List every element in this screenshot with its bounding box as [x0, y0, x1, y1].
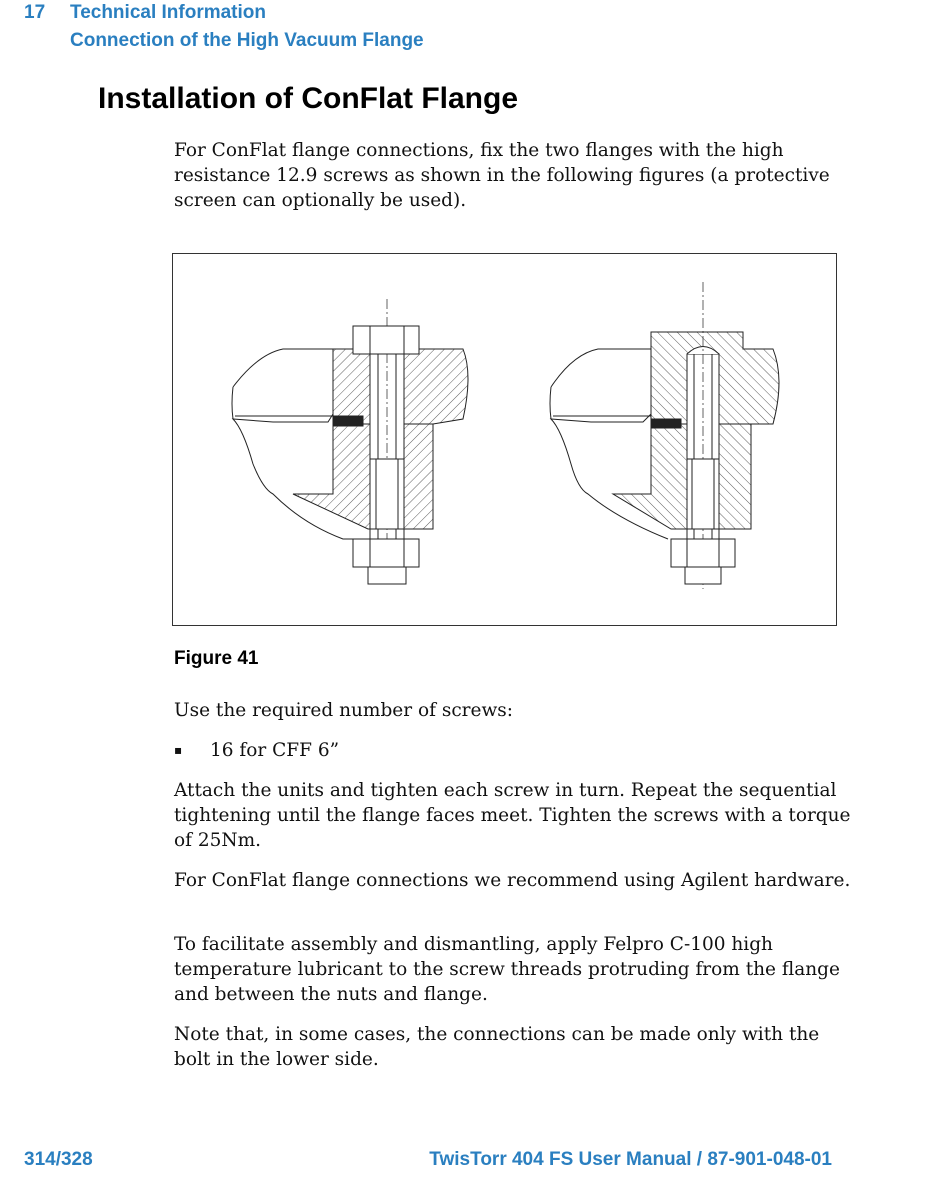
chapter-number: 17	[24, 2, 46, 23]
manual-reference: TwisTorr 404 FS User Manual / 87-901-048-01	[429, 1149, 832, 1170]
screws-intro: Use the required number of screws:	[174, 700, 514, 721]
flange-cross-section-drawing	[173, 254, 836, 625]
paragraph-hardware: For ConFlat flange connections we recommend using Agilent hardware.	[174, 870, 851, 891]
stud-bolt-assembly	[550, 282, 779, 589]
bullet-square-icon: ▪	[174, 743, 183, 757]
through-bolt-assembly	[232, 299, 468, 584]
flange-figure	[172, 253, 837, 626]
paragraph-lubricant: To facilitate assembly and dismantling, apply Felpro C-100 high temperature lubricant to the screw threads protruding from the flange and between the nuts and flange.	[174, 934, 840, 1005]
running-header	[24, 2, 424, 52]
paragraph-note: Note that, in some cases, the connections can be made only with the bolt in the lower side.	[174, 1024, 820, 1070]
section-title: Connection of the High Vacuum Flange	[70, 30, 424, 51]
chapter-title: Technical Information	[70, 2, 267, 23]
page-number: 314/328	[24, 1149, 93, 1170]
paragraph-tightening: Attach the units and tighten each screw in turn. Repeat the sequential tightening until the flange faces meet. Tighten the screws with a torque of 25Nm.	[174, 780, 851, 851]
page-title: Installation of ConFlat Flange	[98, 82, 518, 115]
list-item: 16 for CFF 6”	[210, 740, 340, 761]
bullet-list	[174, 738, 339, 763]
intro-paragraph: For ConFlat flange connections, fix the two flanges with the high resistance 12.9 screws as shown in the following figures (a protective screen can optionally be used).	[174, 140, 830, 211]
figure-caption: Figure 41	[174, 648, 259, 669]
